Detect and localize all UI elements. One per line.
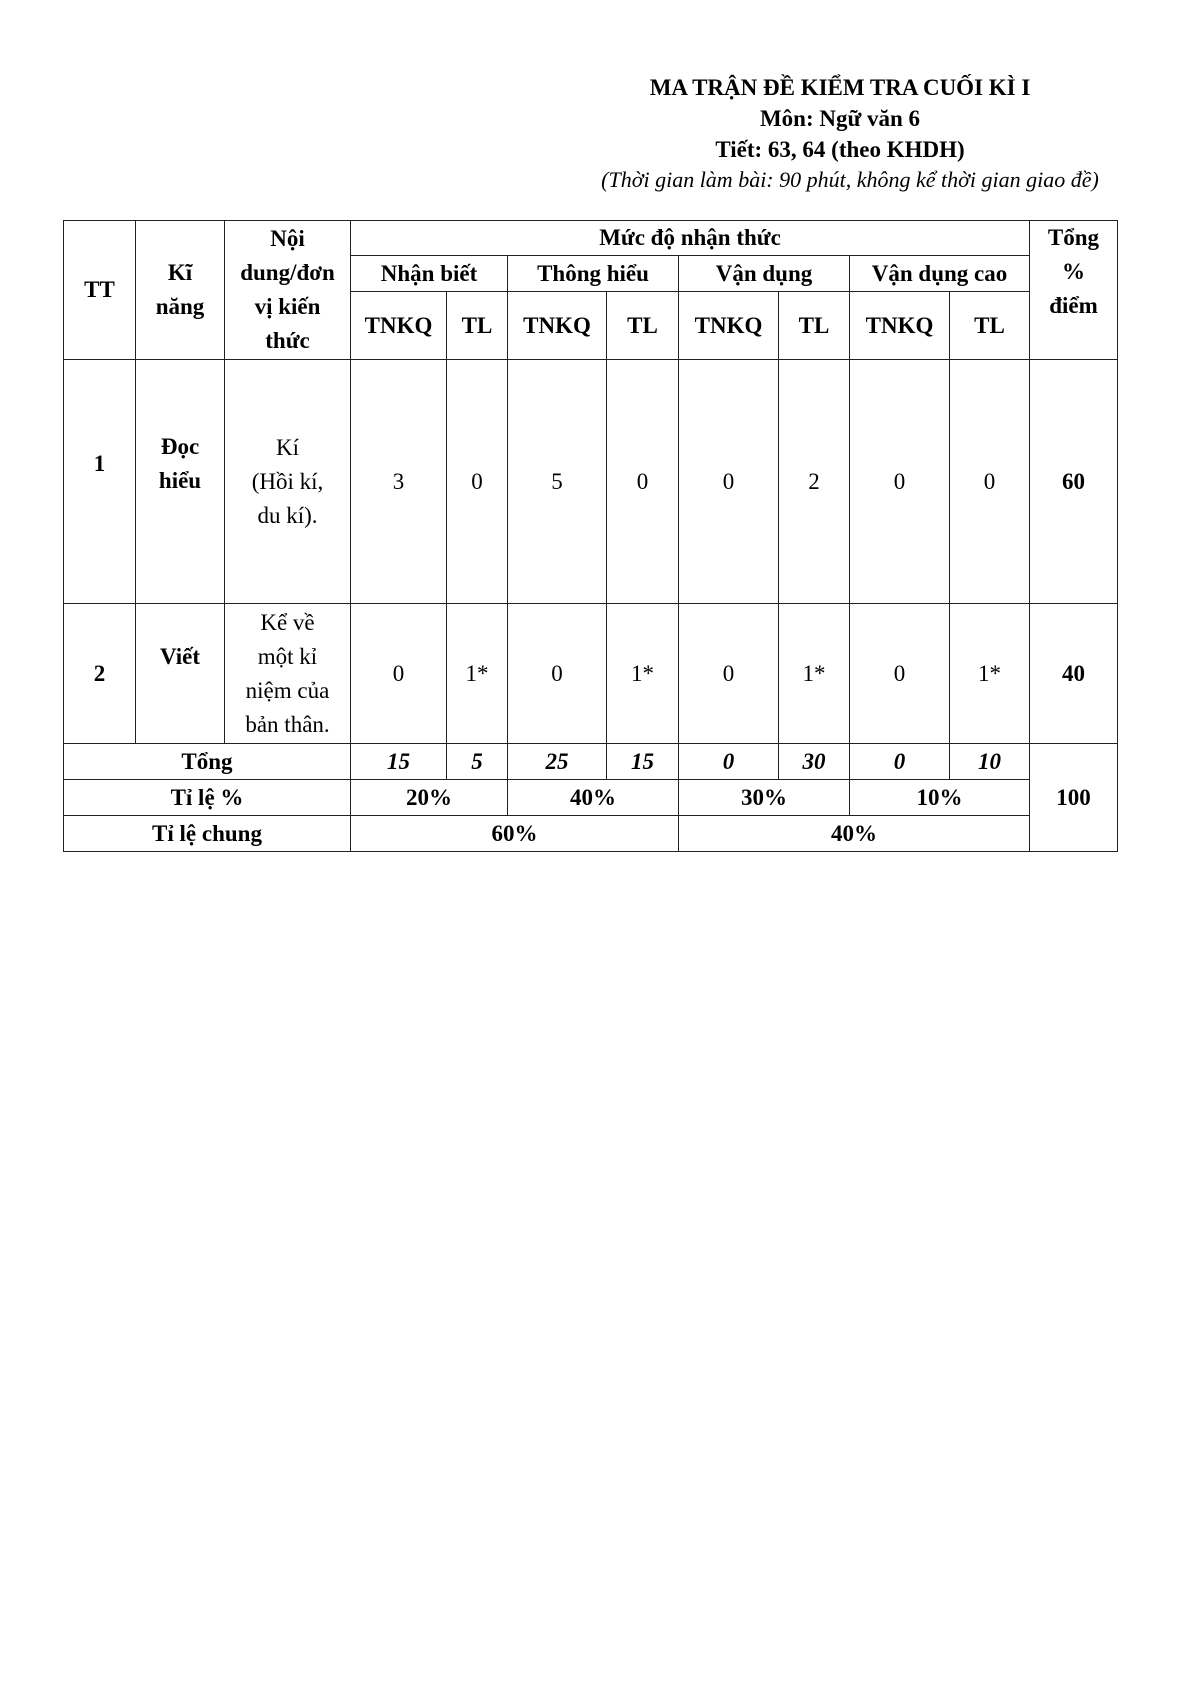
table-row: [64, 604, 1118, 744]
row-content-line: (Hồi kí,: [251, 468, 324, 494]
common-ratio-value: 40%: [679, 816, 1030, 852]
head-content-line: vị kiến: [254, 294, 321, 319]
row-skill: [136, 360, 225, 604]
table-row: [64, 360, 1118, 604]
row-value: 0: [679, 360, 779, 604]
row-value: 1*: [779, 604, 850, 744]
sum-value: 10: [950, 744, 1030, 780]
row-value: 0: [351, 604, 447, 744]
grand-total: 100: [1030, 744, 1118, 852]
ratio-value: 20%: [351, 780, 508, 816]
head-total-line: Tổng: [1047, 225, 1100, 250]
row-content-line: một kỉ: [257, 643, 318, 669]
row-value: 0: [850, 604, 950, 744]
header-row-1: [64, 221, 1118, 256]
document-header: [560, 72, 1120, 195]
sum-label: Tổng: [64, 744, 351, 780]
head-sub: TNKQ: [850, 292, 950, 360]
period-line: Tiết: 63, 64 (theo KHDH): [715, 137, 965, 162]
head-skill-text: Kĩ năng: [155, 260, 205, 319]
head-level-understand: Thông hiểu: [508, 256, 679, 292]
sum-value: 0: [679, 744, 779, 780]
head-sub: TNKQ: [679, 292, 779, 360]
row-value: 0: [447, 360, 508, 604]
row-total: 40: [1030, 604, 1118, 744]
row-value: 5: [508, 360, 607, 604]
assessment-matrix-table: [63, 220, 1118, 852]
row-value: 0: [607, 360, 679, 604]
row-content: [225, 604, 351, 744]
head-sub: TNKQ: [351, 292, 447, 360]
row-content: [225, 360, 351, 604]
subject-line: Môn: Ngữ văn 6: [759, 106, 921, 131]
head-level-recognize: Nhận biết: [351, 256, 508, 292]
row-tt: 1: [64, 360, 136, 604]
sum-value: 25: [508, 744, 607, 780]
sum-value: 5: [447, 744, 508, 780]
head-total-line: %: [1062, 259, 1085, 284]
common-ratio-value: 60%: [351, 816, 679, 852]
head-sub: TL: [950, 292, 1030, 360]
ratio-row: [64, 780, 1118, 816]
head-content-line: Nội: [270, 226, 305, 251]
head-content-line: thức: [265, 328, 310, 353]
row-value: 1*: [950, 604, 1030, 744]
row-content-line: du kí).: [257, 502, 318, 528]
sum-value: 30: [779, 744, 850, 780]
row-total: 60: [1030, 360, 1118, 604]
head-level-apply: Vận dụng: [679, 256, 850, 292]
head-sub: TL: [447, 292, 508, 360]
head-level-apply-high: Vận dụng cao: [850, 256, 1030, 292]
head-content: [225, 221, 351, 360]
row-value: 0: [508, 604, 607, 744]
head-skill: [136, 221, 225, 360]
row-content-line: bản thân.: [245, 711, 330, 737]
sum-value: 0: [850, 744, 950, 780]
head-tt: TT: [64, 221, 136, 360]
row-value: 1*: [607, 604, 679, 744]
ratio-label: Tỉ lệ %: [64, 780, 351, 816]
head-sub: TNKQ: [508, 292, 607, 360]
ratio-value: 40%: [508, 780, 679, 816]
head-total: [1030, 221, 1118, 360]
row-content-line: niệm của: [245, 677, 330, 703]
row-skill-line: hiểu: [158, 467, 202, 493]
head-total-line: điểm: [1049, 293, 1098, 318]
ratio-value: 10%: [850, 780, 1030, 816]
sum-value: 15: [351, 744, 447, 780]
head-content-line: dung/đơn: [240, 260, 335, 285]
common-ratio-label: Tỉ lệ chung: [64, 816, 351, 852]
row-value: 3: [351, 360, 447, 604]
row-skill-line: Đọc: [160, 433, 200, 459]
common-ratio-row: [64, 816, 1118, 852]
head-sub: TL: [607, 292, 679, 360]
head-sub: TL: [779, 292, 850, 360]
row-skill-line: Viết: [159, 644, 200, 669]
row-tt: 2: [64, 604, 136, 744]
sum-row: [64, 744, 1118, 780]
sum-value: 15: [607, 744, 679, 780]
head-level: Mức độ nhận thức: [351, 221, 1030, 256]
row-value: 0: [850, 360, 950, 604]
row-value: 0: [950, 360, 1030, 604]
ratio-value: 30%: [679, 780, 850, 816]
row-content-line: Kể về: [260, 609, 315, 635]
row-value: 2: [779, 360, 850, 604]
row-content-line: Kí: [276, 434, 299, 460]
row-skill: [136, 604, 225, 744]
time-note: (Thời gian làm bài: 90 phút, không kể thời gian giao đề): [601, 167, 1099, 192]
document-title: MA TRẬN ĐỀ KIỂM TRA CUỐI KÌ I: [649, 75, 1031, 100]
row-value: 1*: [447, 604, 508, 744]
row-value: 0: [679, 604, 779, 744]
